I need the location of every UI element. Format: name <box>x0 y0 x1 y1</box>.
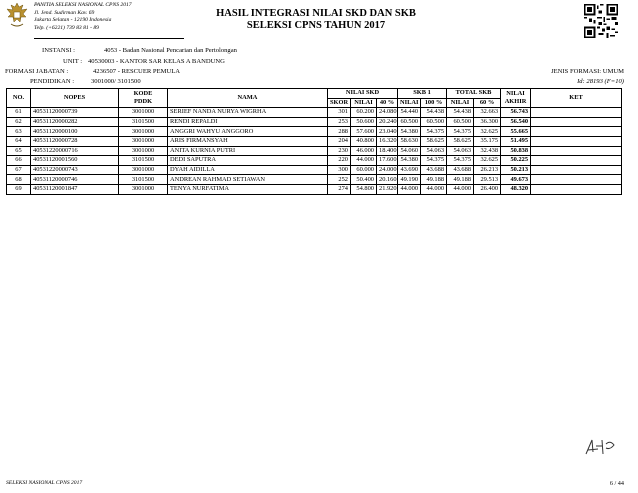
cell-skb1-100: 58.625 <box>421 136 447 146</box>
pendidikan-label: PENDIDIKAN : <box>30 78 75 85</box>
page-number: 6 / 44 <box>609 480 624 487</box>
cell-skor: 301 <box>328 108 351 118</box>
col-kode-pddk <box>119 89 168 108</box>
pendidikan-value: 3001000/ 3101500 <box>91 78 141 85</box>
footer-left: SELEKSI NASIONAL CPNS 2017 <box>6 480 83 486</box>
cell-skb1-nilai: 60.500 <box>398 117 421 127</box>
cell-skd-40: 24.080 <box>377 108 398 118</box>
cell-kode: 3001000 <box>119 136 168 146</box>
instansi-value: 4053 - Badan Nasional Pencarian dan Pertolongan <box>104 47 237 54</box>
cell-skd-40: 20.160 <box>377 175 398 185</box>
col-total-nilai: NILAI <box>447 98 474 108</box>
col-no: NO. <box>7 89 31 108</box>
cell-skb1-nilai: 43.690 <box>398 165 421 175</box>
cell-ket <box>531 136 622 146</box>
cell-skd-nilai: 50.600 <box>351 117 377 127</box>
col-skd-nilai: NILAI <box>351 98 377 108</box>
instansi-label: INSTANSI : <box>42 47 75 54</box>
cell-skb1-100: 49.188 <box>421 175 447 185</box>
cell-total-60: 32.438 <box>474 146 501 156</box>
col-skb1-100: 100 % <box>421 98 447 108</box>
cell-total-nilai: 44.000 <box>447 184 474 194</box>
cell-skb1-100: 54.063 <box>421 146 447 156</box>
cell-nama: DYAH AIDILLA <box>168 165 328 175</box>
col-pddk: PDDK <box>133 98 153 106</box>
cell-nopes: 40531120000282 <box>31 117 119 127</box>
nilai-akhir-line2: AKHIR <box>504 98 527 106</box>
cell-skb1-nilai: 54.380 <box>398 156 421 166</box>
cell-nilai-akhir: 56.743 <box>501 108 531 118</box>
cell-total-nilai: 54.375 <box>447 156 474 166</box>
cell-total-nilai: 54.063 <box>447 146 474 156</box>
cell-skb1-nilai: 49.190 <box>398 175 421 185</box>
cell-total-60: 26.400 <box>474 184 501 194</box>
page-title <box>186 8 446 32</box>
col-nama: NAMA <box>168 89 328 108</box>
cell-ket <box>531 175 622 185</box>
cell-kode: 3001000 <box>119 184 168 194</box>
table-row <box>7 136 622 146</box>
cell-skb1-nilai: 58.630 <box>398 136 421 146</box>
cell-no: 65 <box>7 146 31 156</box>
org-name: PANITIA SELEKSI NASIONAL CPNS 2017 <box>34 2 132 8</box>
cell-nilai-akhir: 50.838 <box>501 146 531 156</box>
cell-skd-40: 23.040 <box>377 127 398 137</box>
nilai-akhir-line1: NILAI <box>506 90 525 98</box>
cell-no: 62 <box>7 117 31 127</box>
cell-total-nilai: 58.625 <box>447 136 474 146</box>
col-total-skb: TOTAL SKB <box>447 89 501 99</box>
cell-skb1-100: 43.688 <box>421 165 447 175</box>
col-nilai-skd: NILAI SKD <box>328 89 398 99</box>
table-row <box>7 146 622 156</box>
cell-total-60: 36.300 <box>474 117 501 127</box>
cell-ket <box>531 108 622 118</box>
cell-no: 69 <box>7 184 31 194</box>
jenis-formasi: JENIS FORMASI: UMUM <box>551 68 624 75</box>
cell-no: 64 <box>7 136 31 146</box>
unit-value: 40530003 - KANTOR SAR KELAS A BANDUNG <box>88 58 225 65</box>
cell-nilai-akhir: 50.225 <box>501 156 531 166</box>
cell-ket <box>531 117 622 127</box>
table-row <box>7 127 622 137</box>
organization-block <box>34 2 132 32</box>
qr-code-icon <box>584 4 618 38</box>
formasi-label: FORMASI JABATAN : <box>5 68 69 75</box>
cell-skb1-100: 54.438 <box>421 108 447 118</box>
cell-nopes: 40531120000746 <box>31 175 119 185</box>
results-table <box>6 88 622 195</box>
cell-no: 61 <box>7 108 31 118</box>
cell-kode: 3001000 <box>119 165 168 175</box>
cell-nopes: 40531220000743 <box>31 165 119 175</box>
org-phone: Telp. (+6221) 739 83 81 - 89 <box>34 24 99 31</box>
col-nopes: NOPES <box>31 89 119 108</box>
cell-skd-40: 21.920 <box>377 184 398 194</box>
cell-nopes: 40531120001847 <box>31 184 119 194</box>
cell-total-nilai: 43.688 <box>447 165 474 175</box>
col-total-60: 60 % <box>474 98 501 108</box>
col-skb1: SKB 1 <box>398 89 447 99</box>
cell-skd-40: 18.400 <box>377 146 398 156</box>
org-address: Jl. Jend. Sudirman Kav. 69 <box>34 9 95 16</box>
cell-skb1-nilai: 54.380 <box>398 127 421 137</box>
cell-kode: 3101500 <box>119 156 168 166</box>
cell-total-nilai: 54.375 <box>447 127 474 137</box>
col-nilai-akhir <box>501 89 531 108</box>
cell-kode: 3001000 <box>119 127 168 137</box>
cell-nilai-akhir: 51.495 <box>501 136 531 146</box>
table-row <box>7 117 622 127</box>
cell-nilai-akhir: 48.320 <box>501 184 531 194</box>
cell-skd-40: 17.600 <box>377 156 398 166</box>
col-skd-40: 40 % <box>377 98 398 108</box>
cell-skb1-nilai: 54.060 <box>398 146 421 156</box>
col-skb1-nilai: NILAI <box>398 98 421 108</box>
cell-skor: 253 <box>328 117 351 127</box>
cell-skd-nilai: 60.000 <box>351 165 377 175</box>
cell-nama: DEDI SAPUTRA <box>168 156 328 166</box>
cell-skd-40: 24.000 <box>377 165 398 175</box>
cell-skb1-nilai: 44.000 <box>398 184 421 194</box>
cell-skb1-100: 44.000 <box>421 184 447 194</box>
cell-ket <box>531 184 622 194</box>
cell-kode: 3001000 <box>119 108 168 118</box>
org-city: Jakarta Selatan - 12190 Indonesia <box>34 17 112 24</box>
cell-kode: 3001000 <box>119 146 168 156</box>
cell-skd-40: 16.320 <box>377 136 398 146</box>
cell-skd-nilai: 40.800 <box>351 136 377 146</box>
cell-nilai-akhir: 49.673 <box>501 175 531 185</box>
formasi-value: 4236507 - RESCUER PEMULA <box>93 68 181 75</box>
cell-kode: 3101500 <box>119 175 168 185</box>
table-row <box>7 184 622 194</box>
cell-skor: 300 <box>328 165 351 175</box>
cell-skb1-nilai: 54.440 <box>398 108 421 118</box>
cell-total-60: 32.663 <box>474 108 501 118</box>
cell-skd-nilai: 44.000 <box>351 156 377 166</box>
cell-ket <box>531 165 622 175</box>
cell-nama: ANITA KURNIA PUTRI <box>168 146 328 156</box>
signature-icon <box>580 436 620 458</box>
cell-nopes: 40531120000100 <box>31 127 119 137</box>
cell-skd-nilai: 54.800 <box>351 184 377 194</box>
page-id: Id: 28193 (F=10) <box>577 78 624 85</box>
table-row <box>7 108 622 118</box>
cell-total-nilai: 49.188 <box>447 175 474 185</box>
cell-total-nilai: 54.438 <box>447 108 474 118</box>
cell-skor: 220 <box>328 156 351 166</box>
table-row <box>7 175 622 185</box>
title-line-1: HASIL INTEGRASI NILAI SKD DAN SKB <box>216 8 416 19</box>
cell-skd-40: 20.240 <box>377 117 398 127</box>
col-ket: KET <box>531 89 622 108</box>
cell-skd-nilai: 57.600 <box>351 127 377 137</box>
cell-total-60: 26.213 <box>474 165 501 175</box>
cell-skb1-100: 60.500 <box>421 117 447 127</box>
cell-no: 66 <box>7 156 31 166</box>
cell-nilai-akhir: 50.213 <box>501 165 531 175</box>
cell-total-60: 35.175 <box>474 136 501 146</box>
cell-skb1-100: 54.375 <box>421 156 447 166</box>
table-header-row <box>7 89 622 99</box>
cell-nama: SERIEF NANDA NURYA WIGRHA <box>168 108 328 118</box>
cell-skd-nilai: 60.200 <box>351 108 377 118</box>
cell-ket <box>531 156 622 166</box>
col-skor: SKOR <box>328 98 351 108</box>
unit-label: UNIT : <box>63 58 83 65</box>
cell-ket <box>531 146 622 156</box>
table-row <box>7 165 622 175</box>
cell-total-60: 32.625 <box>474 156 501 166</box>
cell-nopes: 40531120000728 <box>31 136 119 146</box>
cell-ket <box>531 127 622 137</box>
cell-nopes: 40531220000716 <box>31 146 119 156</box>
cell-no: 63 <box>7 127 31 137</box>
cell-nama: ANGGRI WAHYU ANGGORO <box>168 127 328 137</box>
cell-nilai-akhir: 56.540 <box>501 117 531 127</box>
cell-nilai-akhir: 55.665 <box>501 127 531 137</box>
cell-skor: 230 <box>328 146 351 156</box>
cell-nama: TENYA NURFATIMA <box>168 184 328 194</box>
title-line-2: SELEKSI CPNS TAHUN 2017 <box>246 20 386 31</box>
cell-skor: 274 <box>328 184 351 194</box>
header-divider <box>34 38 184 39</box>
cell-no: 67 <box>7 165 31 175</box>
cell-skor: 288 <box>328 127 351 137</box>
cell-nama: ANDREAN RAHMAD SETIAWAN <box>168 175 328 185</box>
cell-kode: 3101500 <box>119 117 168 127</box>
cell-nama: ARIS FIRMANSYAH <box>168 136 328 146</box>
cell-nopes: 40531120001560 <box>31 156 119 166</box>
cell-skor: 252 <box>328 175 351 185</box>
cell-nama: RENDI REPALDI <box>168 117 328 127</box>
cell-skb1-100: 54.375 <box>421 127 447 137</box>
cell-total-60: 29.513 <box>474 175 501 185</box>
cell-no: 68 <box>7 175 31 185</box>
table-row <box>7 156 622 166</box>
cell-skd-nilai: 50.400 <box>351 175 377 185</box>
col-kode: KODE <box>133 90 153 98</box>
cell-skor: 204 <box>328 136 351 146</box>
cell-total-60: 32.625 <box>474 127 501 137</box>
cell-nopes: 40531120000739 <box>31 108 119 118</box>
cell-skd-nilai: 46.000 <box>351 146 377 156</box>
cell-total-nilai: 60.500 <box>447 117 474 127</box>
garuda-logo-icon <box>5 2 29 30</box>
